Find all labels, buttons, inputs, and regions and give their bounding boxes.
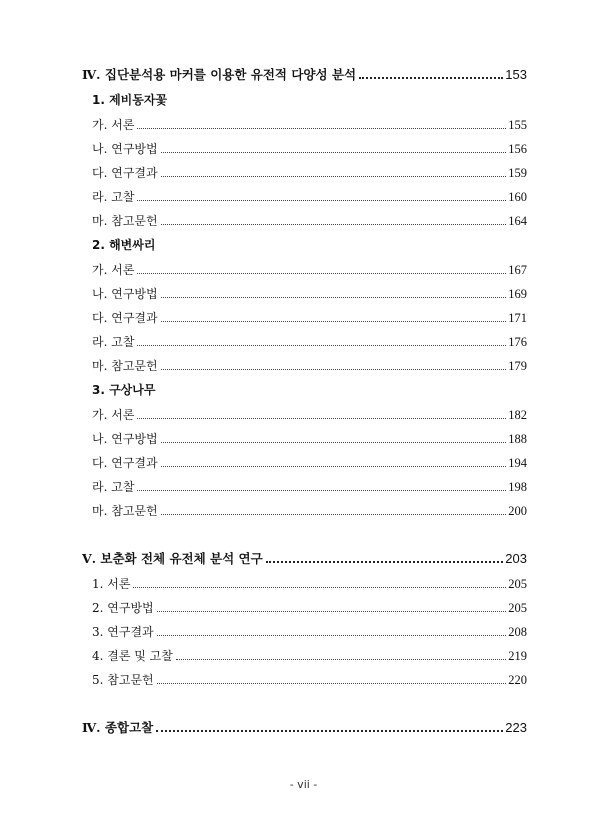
toc-section-title: 3. 구상나무 <box>92 383 156 397</box>
toc-entry[interactable] <box>92 480 527 494</box>
toc-entry[interactable] <box>92 625 527 639</box>
toc-page-number: 205 <box>508 601 527 615</box>
dot-leader <box>156 730 503 732</box>
toc-page-number: 176 <box>508 335 527 349</box>
toc-entry-label: 가. 서론 <box>92 263 135 277</box>
toc-entry[interactable] <box>92 142 527 156</box>
toc-entry-label: 라. 고찰 <box>92 190 135 204</box>
toc-page-number: 156 <box>508 142 527 156</box>
dot-leader <box>161 176 507 177</box>
dot-leader <box>137 128 506 129</box>
toc-entry-label: 마. 참고문헌 <box>92 214 158 228</box>
toc-page-number: 164 <box>508 214 527 228</box>
toc-entry-label: 2. 연구방법 <box>92 601 154 615</box>
toc-entry[interactable] <box>92 673 527 687</box>
dot-leader <box>266 561 504 563</box>
toc-chapter-5[interactable] <box>82 552 527 566</box>
toc-section-title: 2. 해변싸리 <box>92 238 156 252</box>
dot-leader <box>161 466 507 467</box>
toc-entry[interactable] <box>92 504 527 518</box>
toc-entry-label: 마. 참고문헌 <box>92 359 158 373</box>
toc-entry[interactable] <box>92 577 527 591</box>
toc-page-number: 171 <box>508 311 527 325</box>
toc-entry[interactable] <box>92 649 527 663</box>
toc-page-number: 220 <box>508 673 527 687</box>
toc-chapter-title: Ⅳ. 종합고찰 <box>82 720 154 735</box>
dot-leader <box>137 345 506 346</box>
toc-entry-label: 3. 연구결과 <box>92 625 154 639</box>
toc-entry[interactable] <box>92 166 527 180</box>
dot-leader <box>137 273 506 274</box>
toc-page-number: 153 <box>505 67 527 82</box>
toc-page-number: 194 <box>508 456 527 470</box>
toc-page-number: 219 <box>508 649 527 663</box>
dot-leader <box>161 297 507 298</box>
dot-leader <box>133 587 506 588</box>
dot-leader <box>161 321 507 322</box>
toc-page-number: 159 <box>508 166 527 180</box>
toc-page-number: 188 <box>508 432 527 446</box>
toc-entry-label: 4. 결론 및 고찰 <box>92 649 173 663</box>
dot-leader <box>161 442 507 443</box>
toc-entry-label: 라. 고찰 <box>92 335 135 349</box>
toc-entry[interactable] <box>92 190 527 204</box>
toc-entry-label: 라. 고찰 <box>92 480 135 494</box>
dot-leader <box>157 635 507 636</box>
toc-entry-label: 나. 연구방법 <box>92 287 158 301</box>
toc-page-number: 198 <box>508 480 527 494</box>
toc-section-title: 1. 제비동자꽃 <box>92 93 168 107</box>
toc-entry-label: 5. 참고문헌 <box>92 673 154 687</box>
toc-page-number: 223 <box>505 720 527 735</box>
page-footer-number: - vii - <box>289 778 318 791</box>
toc-entry-label: 마. 참고문헌 <box>92 504 158 518</box>
dot-leader <box>359 77 503 79</box>
toc-entry-label: 나. 연구방법 <box>92 432 158 446</box>
toc-entry[interactable] <box>92 311 527 325</box>
dot-leader <box>161 369 507 370</box>
toc-entry[interactable] <box>92 456 527 470</box>
dot-leader <box>157 683 507 684</box>
toc-entry[interactable] <box>92 601 527 615</box>
toc-page-number: 169 <box>508 287 527 301</box>
dot-leader <box>161 514 507 515</box>
toc-entry[interactable] <box>92 335 527 349</box>
dot-leader <box>161 224 507 225</box>
toc-page-number: 205 <box>508 577 527 591</box>
toc-entry-label: 1. 서론 <box>92 577 131 591</box>
toc-entry-label: 다. 연구결과 <box>92 166 158 180</box>
dot-leader <box>137 200 506 201</box>
toc-entry[interactable] <box>92 287 527 301</box>
toc-entry[interactable] <box>92 359 527 373</box>
toc-chapter-6[interactable] <box>82 721 527 735</box>
dot-leader <box>161 152 507 153</box>
toc-page-number: 208 <box>508 625 527 639</box>
toc-page-number: 167 <box>508 263 527 277</box>
toc-page-number: 200 <box>508 504 527 518</box>
toc-page-number: 155 <box>508 118 527 132</box>
toc-page-number: 203 <box>505 551 527 566</box>
toc-page-number: 179 <box>508 359 527 373</box>
dot-leader <box>176 659 506 660</box>
toc-entry[interactable] <box>92 263 527 277</box>
toc-entry-label: 나. 연구방법 <box>92 142 158 156</box>
toc-entry-label: 다. 연구결과 <box>92 311 158 325</box>
toc-chapter-title: Ⅴ. 보춘화 전체 유전체 분석 연구 <box>82 551 263 566</box>
dot-leader <box>137 490 506 491</box>
toc-entry-label: 다. 연구결과 <box>92 456 158 470</box>
toc-entry[interactable] <box>92 408 527 422</box>
toc-chapter-title: Ⅳ. 집단분석용 마커를 이용한 유전적 다양성 분석 <box>82 67 357 82</box>
toc-entry[interactable] <box>92 214 527 228</box>
dot-leader <box>137 418 506 419</box>
toc-entry[interactable] <box>92 118 527 132</box>
toc-entry[interactable] <box>92 432 527 446</box>
dot-leader <box>157 611 507 612</box>
toc-chapter-4[interactable] <box>82 68 527 82</box>
toc-entry-label: 가. 서론 <box>92 408 135 422</box>
toc-entry-label: 가. 서론 <box>92 118 135 132</box>
toc-page-number: 182 <box>508 408 527 422</box>
toc-page-number: 160 <box>508 190 527 204</box>
